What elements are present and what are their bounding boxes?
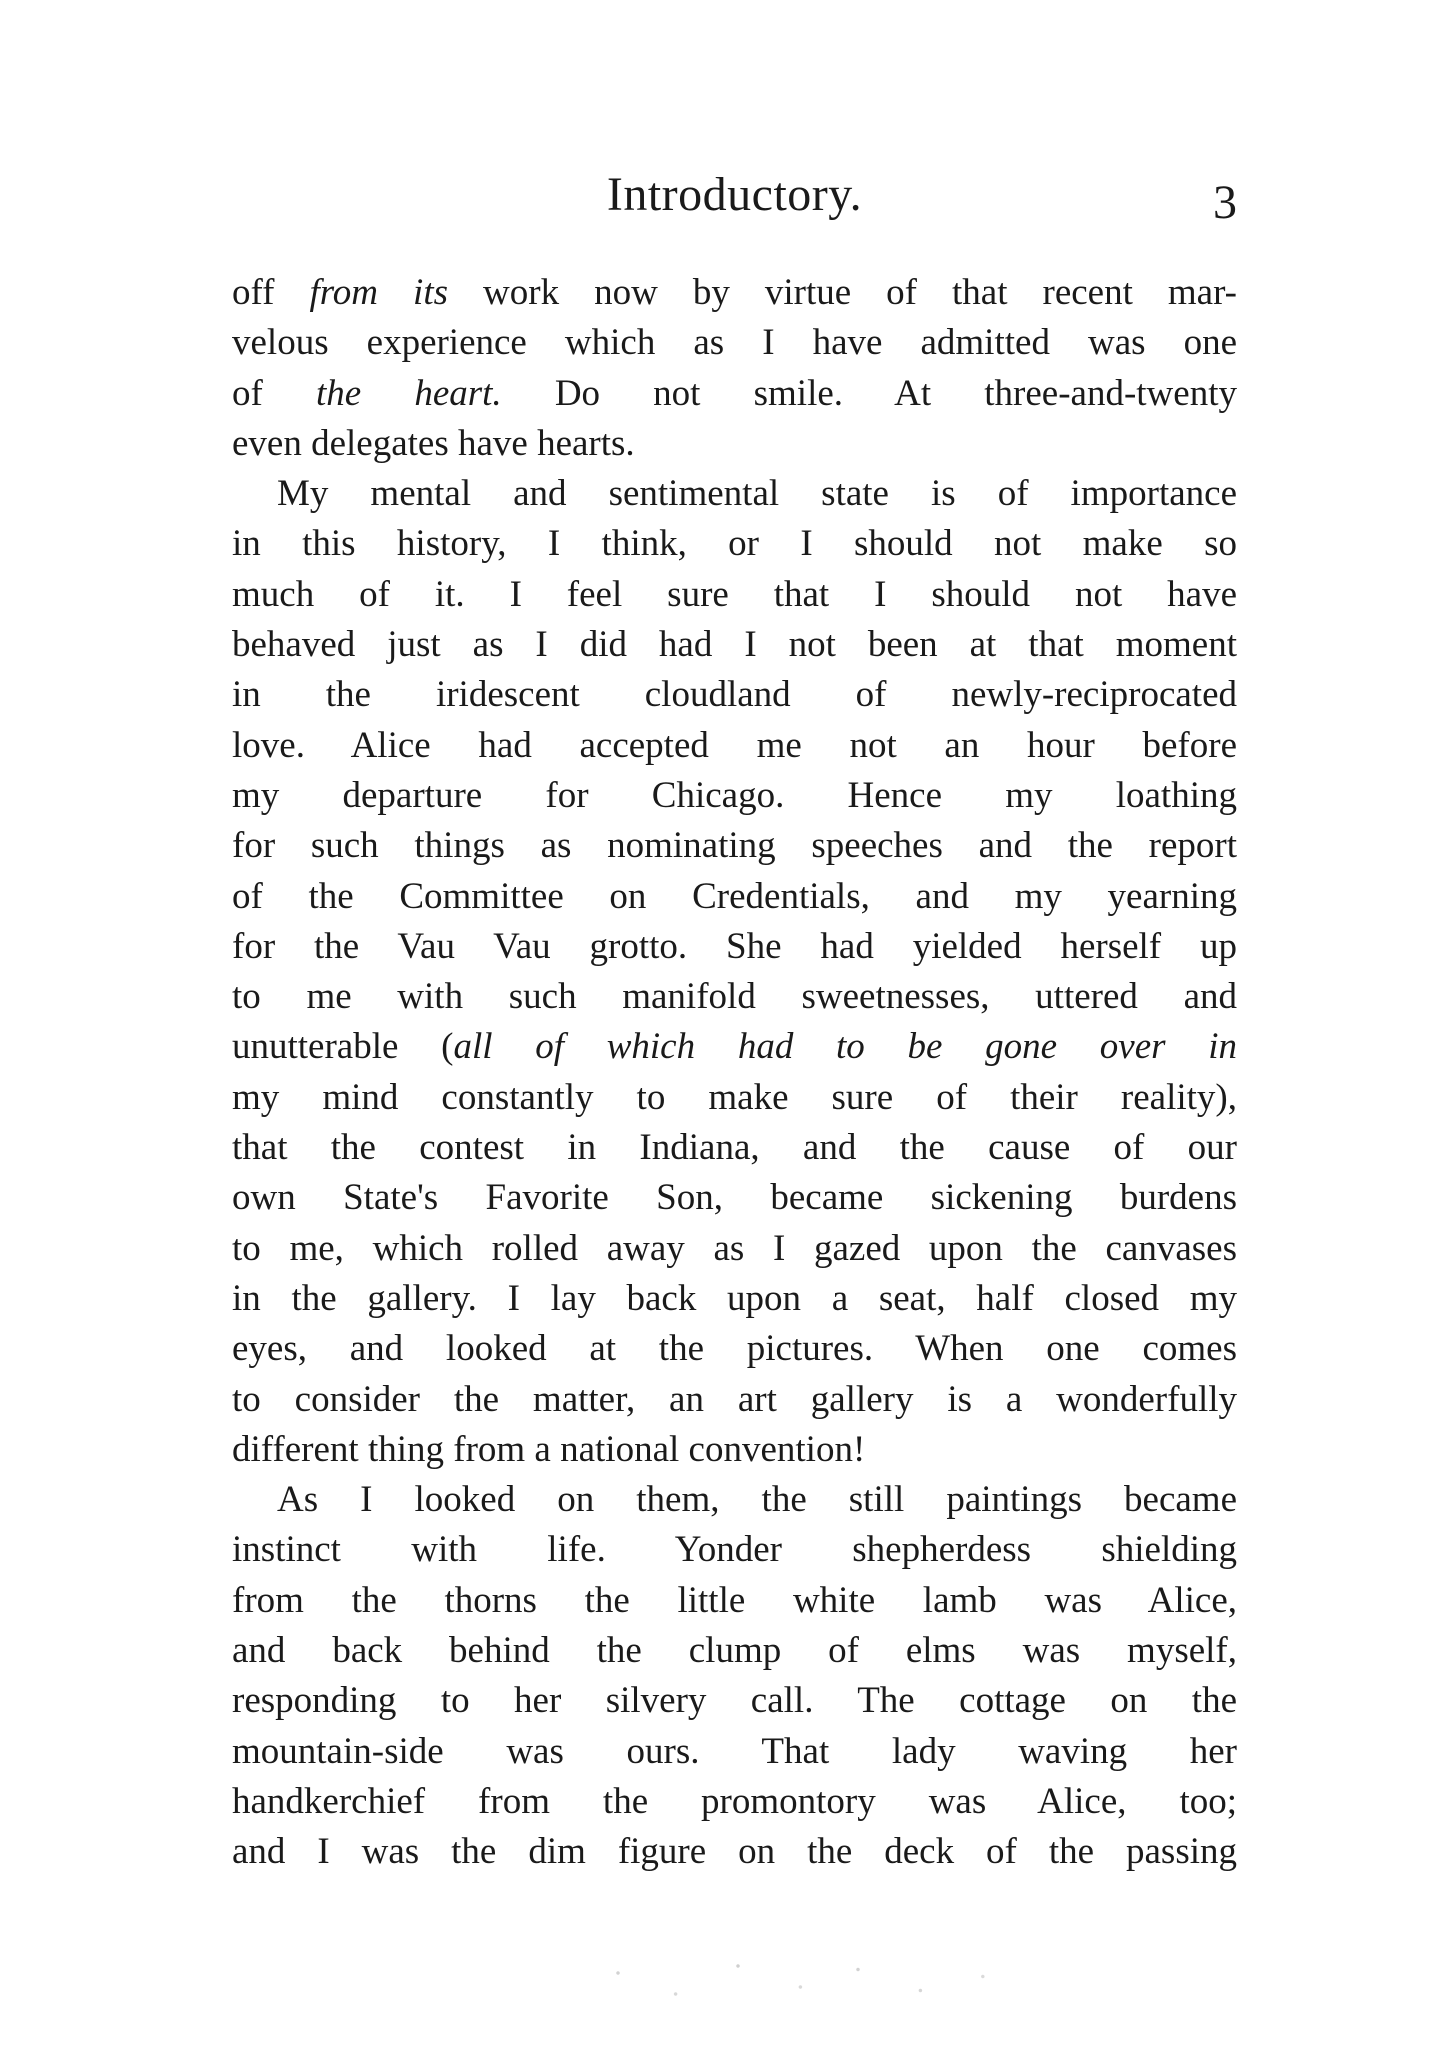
text-line: much of it. I feel sure that I should not have [232, 573, 1237, 615]
text-line: and I was the dim figure on the deck of the passing [232, 1831, 1237, 1873]
text-line: in this history, I think, or I should not make so [232, 523, 1237, 565]
text-line: to me, which rolled away as I gazed upon the canvases [232, 1227, 1237, 1269]
running-title: Introductory. [606, 168, 863, 221]
italic-phrase: the heart. [315, 372, 502, 414]
text-line: for the Vau Vau grotto. She had yielded herself up [232, 925, 1237, 967]
text-line: to me with such manifold sweetnesses, uttered and [232, 976, 1237, 1018]
scan-smudge [570, 1945, 1050, 2015]
text-line: of the heart. Do not smile. At three-and-twenty [232, 372, 1237, 414]
text-line: handkerchief from the promontory was Alice, too; [232, 1780, 1237, 1822]
text-line: to consider the matter, an art gallery is a wonderfully [232, 1378, 1237, 1420]
italic-phrase: all of which had to be gone over in [453, 1026, 1238, 1068]
text-line: even delegates have hearts. [232, 422, 635, 464]
page-header [232, 165, 1237, 245]
text-line: off from its work now by virtue of that recent mar- [232, 272, 1238, 313]
text-line-paragraph-start: My mental and sentimental state is of importance [277, 473, 1237, 515]
text-line: eyes, and looked at the pictures. When one comes [232, 1328, 1237, 1370]
text-line: in the iridescent cloudland of newly-reciprocated [232, 674, 1237, 716]
text-line: mountain-side was ours. That lady waving her [232, 1730, 1237, 1772]
text-line: in the gallery. I lay back upon a seat, half closed my [232, 1277, 1237, 1319]
body-text [232, 268, 1237, 1878]
text-line: of the Committee on Credentials, and my yearning [232, 875, 1237, 917]
text-line: responding to her silvery call. The cottage on the [232, 1680, 1237, 1722]
text-line: own State's Favorite Son, became sickening burdens [232, 1177, 1237, 1219]
text-line: for such things as nominating speeches and the report [232, 825, 1237, 867]
text-line: my departure for Chicago. Hence my loathing [232, 774, 1237, 816]
page-number: 3 [1213, 176, 1237, 229]
text-line: velous experience which as I have admitted was one [232, 322, 1237, 364]
text-line: love. Alice had accepted me not an hour before [232, 724, 1237, 766]
text-line: unutterable (all of which had to be gone over in [232, 1026, 1238, 1068]
italic-phrase: from its [309, 272, 449, 313]
text-line: that the contest in Indiana, and the cause of our [232, 1127, 1237, 1169]
text-line: behaved just as I did had I not been at that moment [232, 624, 1237, 666]
text-line: from the thorns the little white lamb was Alice, [232, 1579, 1237, 1621]
text-line: and back behind the clump of elms was myself, [232, 1630, 1237, 1672]
text-line: my mind constantly to make sure of their reality), [232, 1076, 1237, 1118]
text-line: instinct with life. Yonder shepherdess shielding [232, 1529, 1237, 1571]
text-line: different thing from a national convention! [232, 1428, 866, 1470]
text-line-paragraph-start: As I looked on them, the still paintings became [277, 1479, 1237, 1521]
